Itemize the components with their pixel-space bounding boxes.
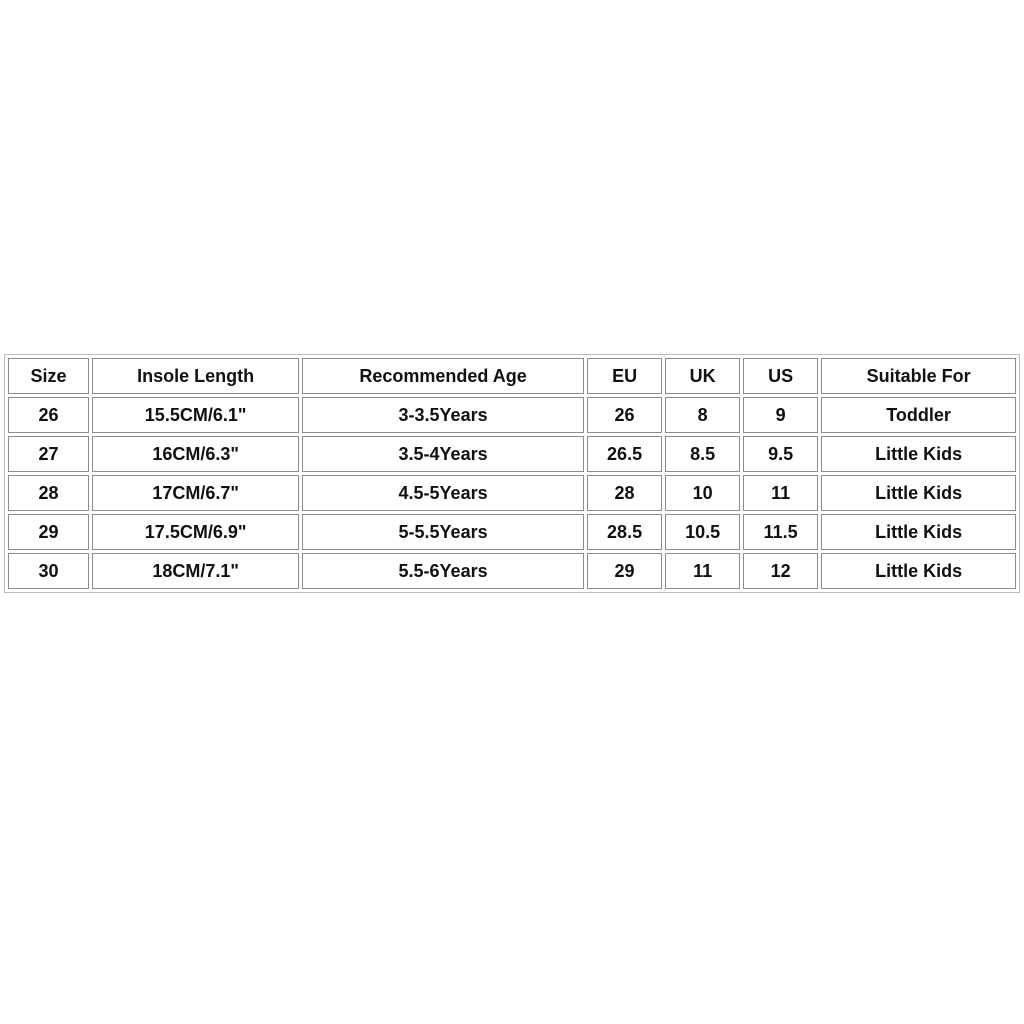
cell-us: 12	[743, 553, 818, 589]
header-insole-length: Insole Length	[92, 358, 299, 394]
table-row	[8, 553, 1016, 589]
cell-suitable-for: Little Kids	[821, 436, 1016, 472]
table-row	[8, 514, 1016, 550]
table-row	[8, 397, 1016, 433]
header-uk: UK	[665, 358, 740, 394]
header-suitable-for: Suitable For	[821, 358, 1016, 394]
cell-uk: 8.5	[665, 436, 740, 472]
cell-recommended-age: 4.5-5Years	[302, 475, 584, 511]
table-row	[8, 436, 1016, 472]
cell-eu: 28.5	[587, 514, 662, 550]
cell-us: 11.5	[743, 514, 818, 550]
cell-eu: 29	[587, 553, 662, 589]
header-eu: EU	[587, 358, 662, 394]
cell-recommended-age: 5-5.5Years	[302, 514, 584, 550]
cell-uk: 10	[665, 475, 740, 511]
cell-suitable-for: Little Kids	[821, 475, 1016, 511]
table-header-row	[8, 358, 1016, 394]
header-us: US	[743, 358, 818, 394]
header-size: Size	[8, 358, 89, 394]
cell-us: 9	[743, 397, 818, 433]
cell-suitable-for: Toddler	[821, 397, 1016, 433]
table-row	[8, 475, 1016, 511]
cell-uk: 11	[665, 553, 740, 589]
cell-insole-length: 15.5CM/6.1"	[92, 397, 299, 433]
cell-eu: 26	[587, 397, 662, 433]
header-recommended-age: Recommended Age	[302, 358, 584, 394]
cell-uk: 8	[665, 397, 740, 433]
cell-size: 28	[8, 475, 89, 511]
cell-insole-length: 16CM/6.3"	[92, 436, 299, 472]
cell-size: 30	[8, 553, 89, 589]
cell-uk: 10.5	[665, 514, 740, 550]
cell-size: 29	[8, 514, 89, 550]
cell-insole-length: 18CM/7.1"	[92, 553, 299, 589]
cell-size: 27	[8, 436, 89, 472]
cell-recommended-age: 3-3.5Years	[302, 397, 584, 433]
cell-us: 11	[743, 475, 818, 511]
cell-insole-length: 17CM/6.7"	[92, 475, 299, 511]
cell-eu: 28	[587, 475, 662, 511]
cell-recommended-age: 3.5-4Years	[302, 436, 584, 472]
cell-suitable-for: Little Kids	[821, 553, 1016, 589]
cell-size: 26	[8, 397, 89, 433]
size-chart-table	[4, 354, 1020, 593]
cell-suitable-for: Little Kids	[821, 514, 1016, 550]
cell-eu: 26.5	[587, 436, 662, 472]
cell-recommended-age: 5.5-6Years	[302, 553, 584, 589]
cell-insole-length: 17.5CM/6.9"	[92, 514, 299, 550]
cell-us: 9.5	[743, 436, 818, 472]
